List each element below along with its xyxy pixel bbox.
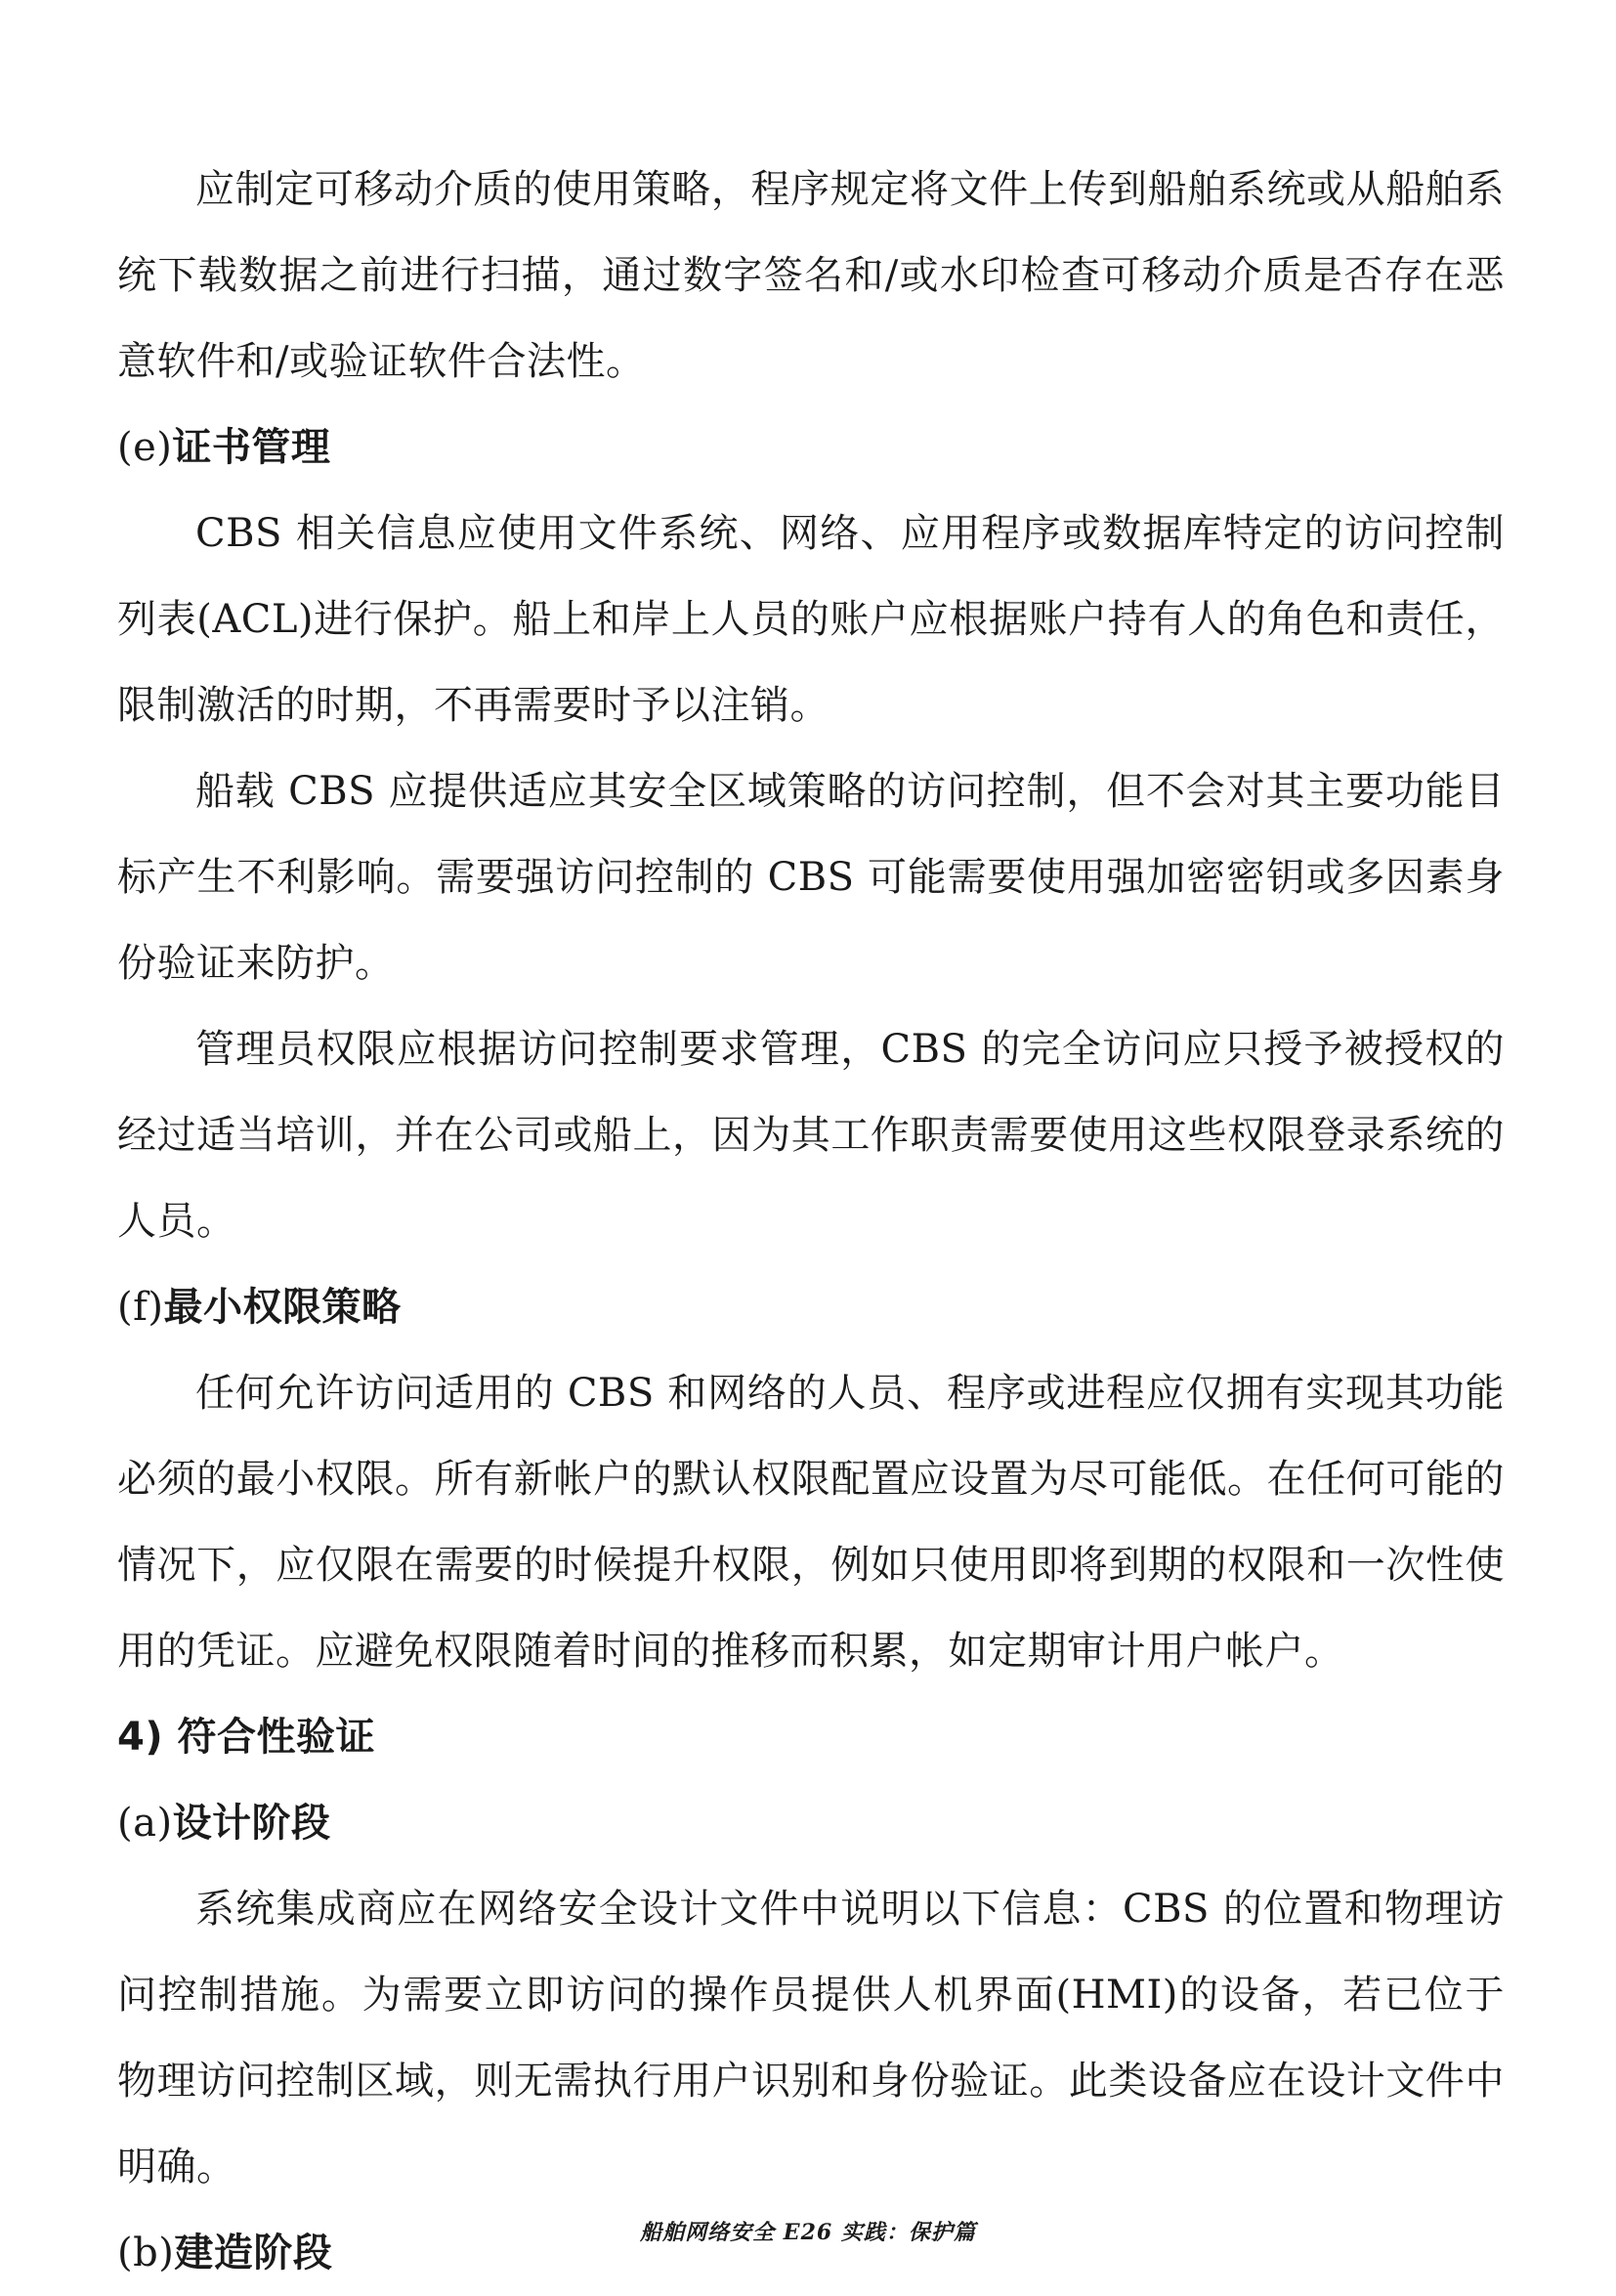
heading-prefix: (e) (117, 425, 173, 470)
paragraph-least-privilege: 任何允许访问适用的 CBS 和网络的人员、程序或进程应仅拥有实现其功能必须的最小权限。所有新帐户的默认权限配置应设置为尽可能低。在任何可能的情况下，应仅限在需要的时候提升权限，例如只使用即将到期的权限和一次性使用的凭证。应避免权限随着时间的推移而积累，如定期审计用户帐户。 (117, 1371, 1505, 1674)
heading-prefix: (f) (117, 1285, 164, 1330)
heading-prefix: (a) (117, 1801, 173, 1846)
heading-title: 建造阶段 (174, 2231, 333, 2275)
paragraph-access-control: 船载 CBS 应提供适应其安全区域策略的访问控制，但不会对其主要功能目标产生不利影响。需要强访问控制的 CBS 可能需要使用强加密密钥或多因素身份验证来防护。 (117, 769, 1505, 986)
heading-title: 证书管理 (172, 425, 331, 470)
paragraph-design-phase: 系统集成商应在网络安全设计文件中说明以下信息：CBS 的位置和物理访问控制措施。为需要立即访问的操作员提供人机界面(HMI)的设备，若已位于物理访问控制区域，则无需执行用户识别和身份验证。此类设备应在设计文件中明确。 (117, 1887, 1505, 2190)
heading-title: 设计阶段 (172, 1801, 331, 1846)
heading-compliance-verification: 4) 符合性验证 (117, 1715, 376, 1760)
heading-prefix: (b) (117, 2231, 175, 2275)
heading-title: 最小权限策略 (163, 1285, 402, 1330)
paragraph-acl: CBS 相关信息应使用文件系统、网络、应用程序或数据库特定的访问控制列表(ACL)进行保护。船上和岸上人员的账户应根据账户持有人的角色和责任，限制激活的时期，不再需要时予以注销。 (117, 511, 1505, 728)
document-body (117, 147, 1505, 2296)
heading-least-privilege (117, 1264, 1505, 1350)
page-footer: 船舶网络安全 E26 实践：保护篇 (640, 2220, 976, 2245)
paragraph-removable-media: 应制定可移动介质的使用策略，程序规定将文件上传到船舶系统或从船舶系统下载数据之前进行扫描，通过数字签名和/或水印检查可移动介质是否存在恶意软件和/或验证软件合法性。 (117, 167, 1505, 384)
heading-design-phase (117, 1780, 1505, 1866)
heading-certificate-management (117, 404, 1505, 490)
paragraph-admin-privileges: 管理员权限应根据访问控制要求管理，CBS 的完全访问应只授予被授权的经过适当培训，并在公司或船上，因为其工作职责需要使用这些权限登录系统的人员。 (117, 1027, 1505, 1244)
